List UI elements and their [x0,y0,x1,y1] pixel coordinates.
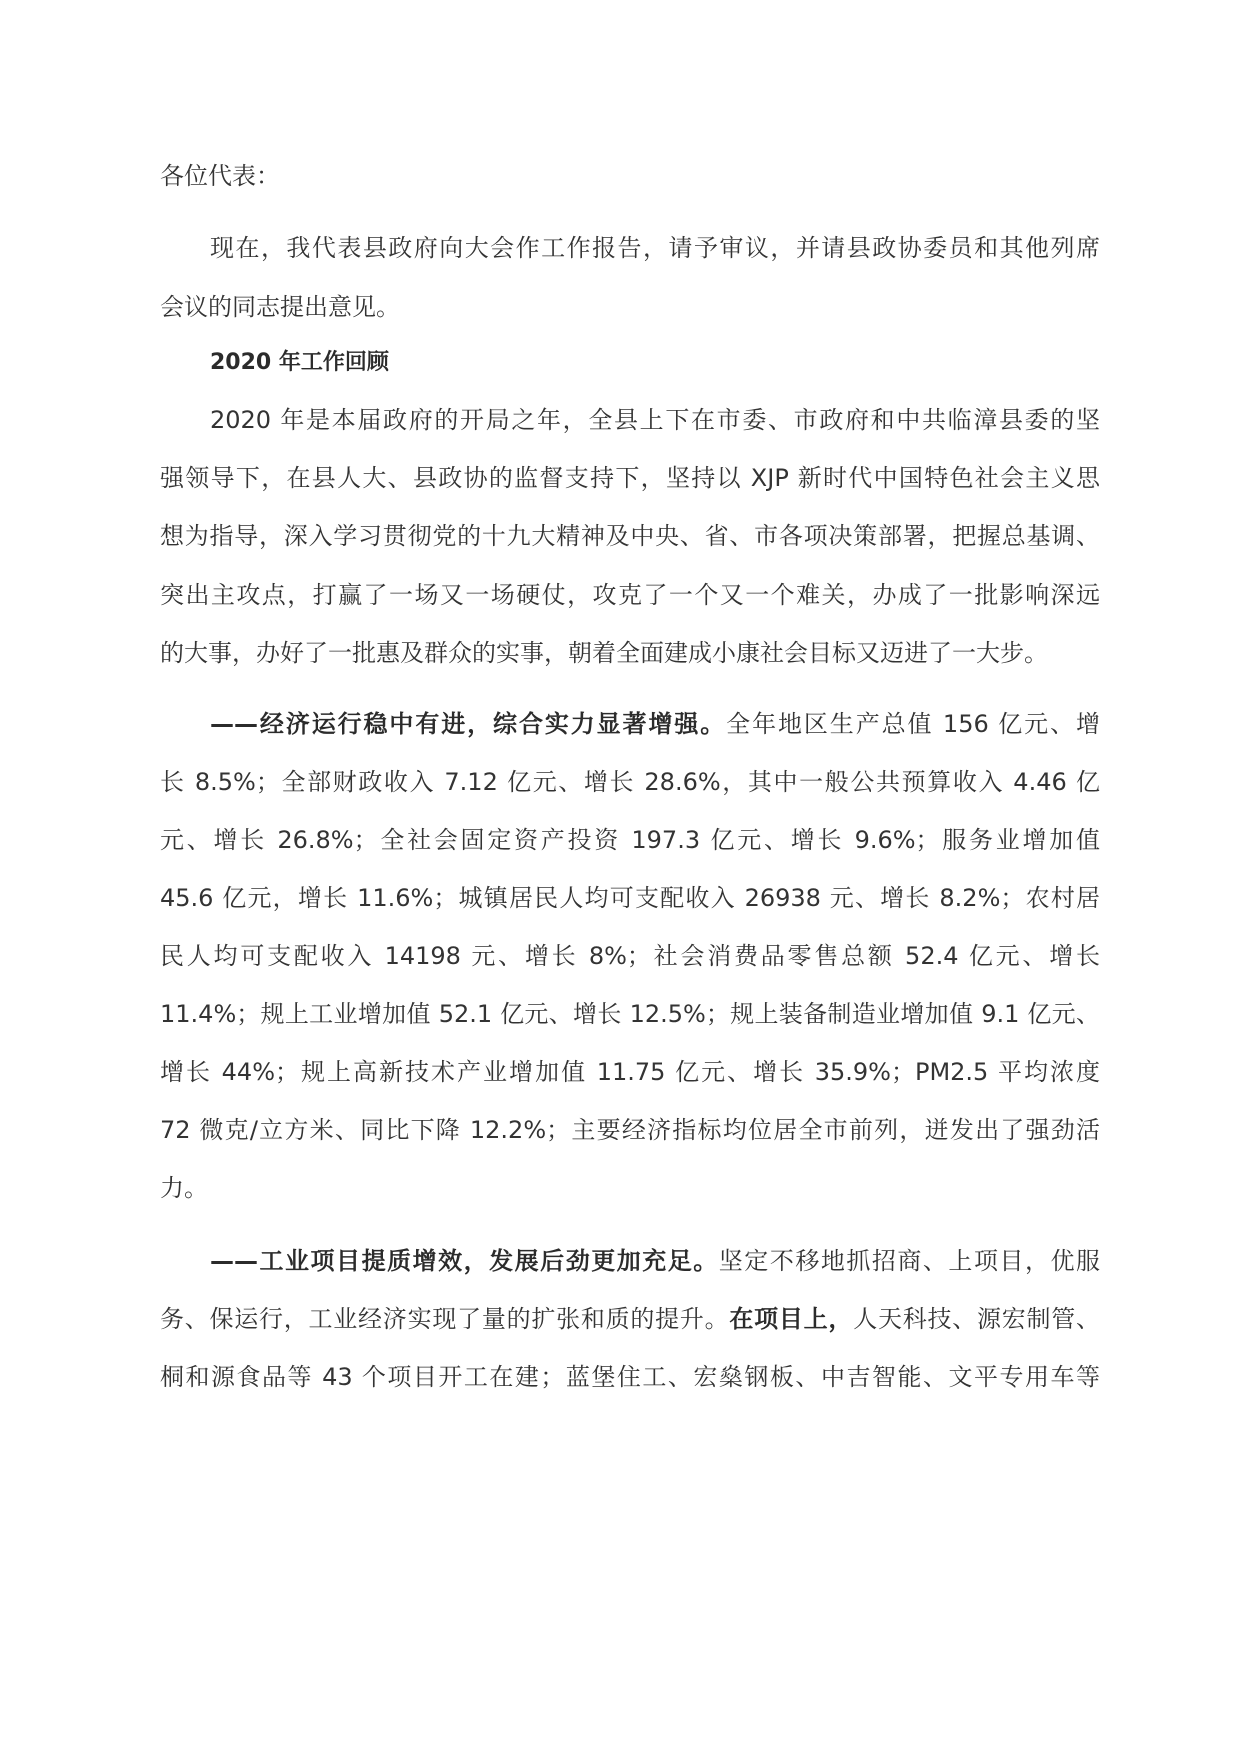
industry-line-2-bold: 在项目上， [729,1305,854,1333]
industry-line-3: 桐和源食品等 43 个项目开工在建；蓝堡住工、宏燊钢板、中吉智能、文平专用车等 [160,1363,1100,1391]
intro-line-2: 会议的同志提出意见。 [160,293,400,321]
section-heading: 2020 年工作回顾 [210,350,389,375]
overview-line-5: 的大事，办好了一批惠及群众的实事，朝着全面建成小康社会目标又迈进了一大步。 [160,639,1048,667]
economy-line-4: 45.6 亿元，增长 11.6%；城镇居民人均可支配收入 26938 元、增长 8.2%；农村居 [160,884,1100,912]
intro-line-1: 现在，我代表县政府向大会作工作报告，请予审议，并请县政协委员和其他列席 [210,234,1100,262]
economy-line-5: 民人均可支配收入 14198 元、增长 8%；社会消费品零售总额 52.4 亿元、增长 [160,942,1100,970]
overview-line-1: 2020 年是本届政府的开局之年，全县上下在市委、市政府和中共临漳县委的坚 [210,406,1100,434]
overview-line-4: 突出主攻点，打赢了一场又一场硬仗，攻克了一个又一个难关，办成了一批影响深远 [160,581,1100,609]
economy-line-8: 72 微克/立方米、同比下降 12.2%；主要经济指标均位居全市前列，迸发出了强劲活 [160,1116,1100,1144]
economy-line-9: 力。 [160,1174,208,1202]
economy-line-6: 11.4%；规上工业增加值 52.1 亿元、增长 12.5%；规上装备制造业增加值 9.1 亿元、 [160,1000,1100,1028]
industry-line-2-start: 务、保运行，工业经济实现了量的扩张和质的提升。 [160,1305,730,1333]
economy-line-1 [210,709,1100,739]
economy-line-7: 增长 44%；规上高新技术产业增加值 11.75 亿元、增长 35.9%；PM2.5 平均浓度 [160,1058,1100,1086]
overview-line-3: 想为指导，深入学习贯彻党的十九大精神及中央、省、市各项决策部署，把握总基调、 [160,522,1100,550]
salutation: 各位代表： [160,162,280,190]
economy-first-line-rest: 全年地区生产总值 156 亿元、增 [726,710,1100,738]
industry-bold-lead: ——工业项目提质增效，发展后劲更加充足。 [210,1247,719,1275]
economy-bold-lead: ——经济运行稳中有进，综合实力显著增强。 [210,710,727,738]
economy-line-2: 长 8.5%；全部财政收入 7.12 亿元、增长 28.6%，其中一般公共预算收入 4.46 亿 [160,768,1100,796]
industry-line-2 [160,1304,1100,1334]
overview-line-2: 强领导下，在县人大、县政协的监督支持下，坚持以 XJP 新时代中国特色社会主义思 [160,464,1100,492]
industry-line-1 [210,1246,1100,1276]
industry-line-2-end: 人天科技、源宏制管、 [853,1305,1101,1333]
economy-line-3: 元、增长 26.8%；全社会固定资产投资 197.3 亿元、增长 9.6%；服务业增加值 [160,826,1100,854]
industry-first-line-rest: 坚定不移地抓招商、上项目，优服 [718,1247,1101,1275]
